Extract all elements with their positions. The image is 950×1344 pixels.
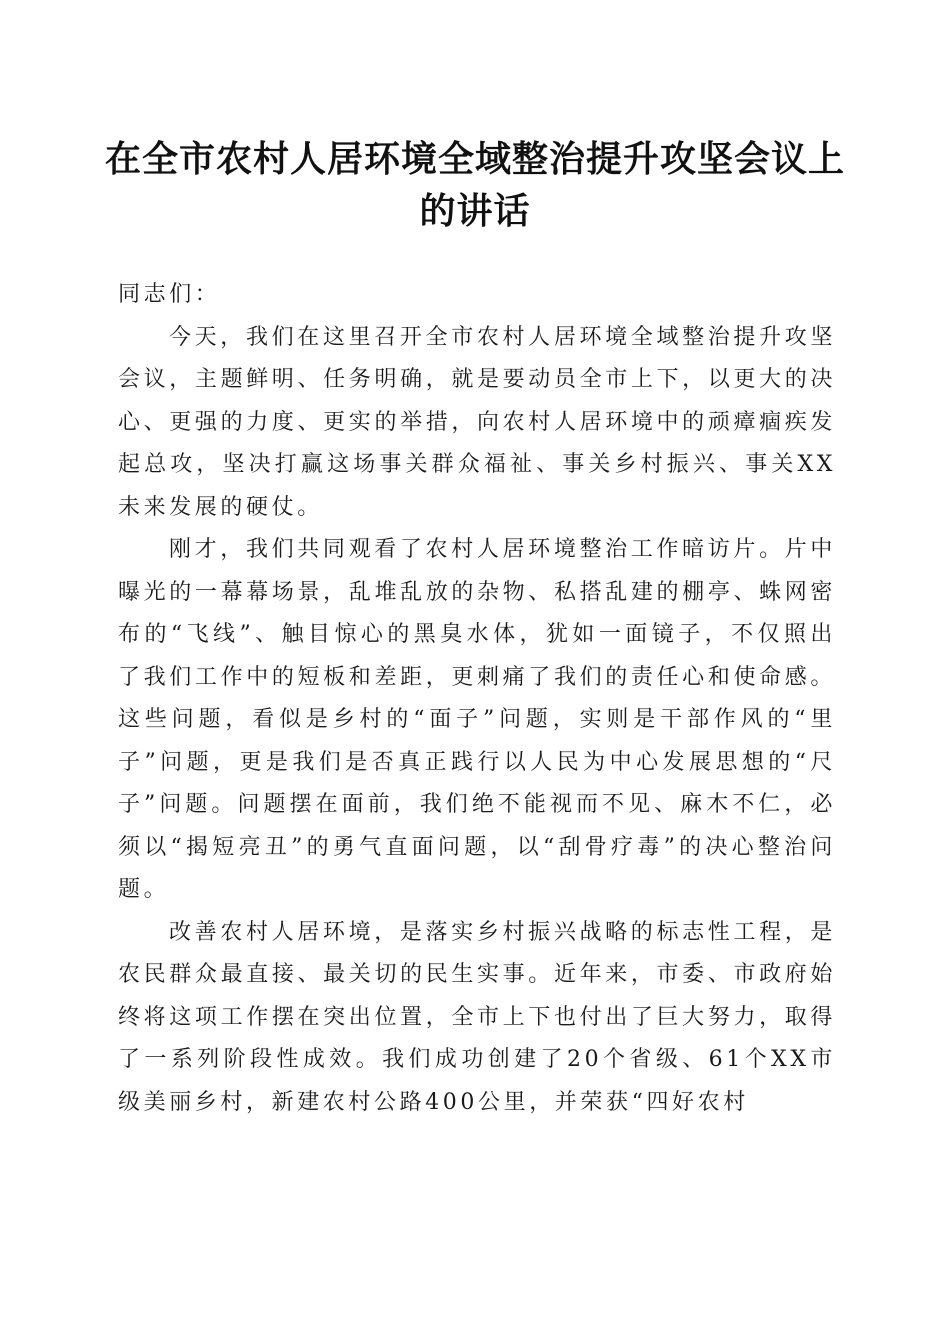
paragraph-2: 刚才，我们共同观看了农村人居环境整治工作暗访片。片中曝光的一幕幕场景，乱堆乱放的杂物、私搭乱建的棚亭、蛛网密布的“飞线”、触目惊心的黑臭水体，犹如一面镜子，不仅照出了我们工作中的短板和差距，更刺痛了我们的责任心和使命感。这些问题，看似是乡村的“面子”问题，实则是干部作风的“里子”问题，更是我们是否真正践行以人民为中心发展思想的“尺子”问题。问题摆在面前，我们绝不能视而不见、麻木不仁，必须以“揭短亮丑”的勇气直面问题，以“刮骨疗毒”的决心整治问题。 xyxy=(118,537,836,902)
paragraph-3: 改善农村人居环境，是落实乡村振兴战略的标志性工程，是农民群众最直接、最关切的民生实事。近年来，市委、市政府始终将这项工作摆在突出位置，全市上下也付出了巨大努力，取得了一系列阶段性成效。我们成功创建了20个省级、61个XX市级美丽乡村，新建农村公路400公里，并荣获“四好农村 xyxy=(118,919,836,1115)
document-title: 在全市农村人居环境全域整治提升攻坚会议上的讲话 xyxy=(104,138,845,232)
salutation: 同志们： xyxy=(118,282,221,307)
paragraph-1: 今天，我们在这里召开全市农村人居环境全域整治提升攻坚会议，主题鲜明、任务明确，就是要动员全市上下，以更大的决心、更强的力度、更实的举措，向农村人居环境中的顽瘴痼疾发起总攻，坚决打赢这场事关群众福祉、事关乡村振兴、事关XX未来发展的硬仗。 xyxy=(118,324,836,520)
speech-body xyxy=(118,274,836,1124)
